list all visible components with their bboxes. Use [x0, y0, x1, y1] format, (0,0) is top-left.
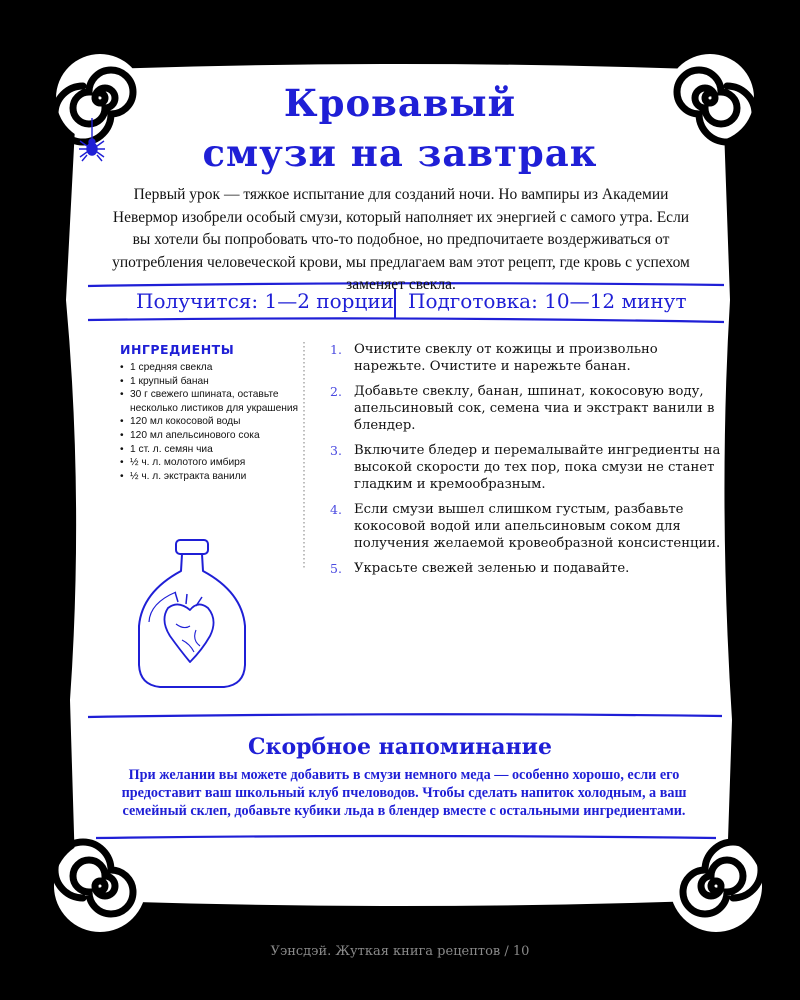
- recipe-intro: Первый урок — тяжкое испытание для созданий ночи. Но вампиры из Академии Невермор изобрели особый смузи, который наполняет их энергией с самого утра. Если вы хотели бы попробовать что-то подобное, но предпочитаете воздерживаться от употребления человеческой крови, мы предлагаем вам этот рецепт, где кровь с успехом заменяет свекла.: [112, 186, 690, 293]
- spiral-scroll-icon: [670, 840, 762, 932]
- page-footer: Уэнсдэй. Жуткая книга рецептов / 10: [270, 944, 530, 959]
- step-item: [330, 560, 725, 577]
- ingredients-list: [116, 361, 316, 483]
- step-text: Очистите свеклу от кожицы и произвольно нарежьте. Очистите и нарежьте банан.: [354, 342, 658, 374]
- ingredient-item: • 1 ст. л. семян чиа: [120, 443, 316, 457]
- ingredients-section: [116, 342, 316, 483]
- ingredient-item: • 1 крупный банан: [120, 375, 316, 389]
- step-text: Украсьте свежей зеленью и подавайте.: [354, 561, 630, 576]
- step-number: 2.: [330, 384, 342, 399]
- step-text: Добавьте свеклу, банан, шпинат, кокосовую воду, апельсиновый сок, семена чиа и экстракт ванили в блендер.: [354, 384, 715, 433]
- ingredient-item: • 120 мл кокосовой воды: [120, 415, 316, 429]
- ingredient-item: • 30 г свежего шпината, оставьте несколько листиков для украшения: [120, 388, 316, 415]
- recipe-title-line2: смузи на завтрак: [202, 131, 598, 175]
- ingredient-item: • 120 мл апельсинового сока: [120, 429, 316, 443]
- step-text: Включите бледер и перемалывайте ингредиенты на высокой скорости до тех пор, пока смузи не станет гладким и кремообразным.: [354, 443, 721, 492]
- step-item: [330, 442, 725, 493]
- ingredients-heading: ИНГРЕДИЕНТЫ: [120, 342, 235, 357]
- step-number: 3.: [330, 443, 342, 458]
- ingredient-item: • ½ ч. л. экстракта ванили: [120, 470, 316, 484]
- step-item: [330, 383, 725, 434]
- step-number: 4.: [330, 502, 342, 517]
- step-item: [330, 501, 725, 552]
- ingredient-item: • 1 средняя свекла: [120, 361, 316, 375]
- step-text: Если смузи вышел слишком густым, разбавьте кокосовой водой или апельсиновым соком для получения желаемой кровеобразной консистенции.: [354, 502, 721, 551]
- recipe-yield-bar: [88, 283, 724, 323]
- note-title: Скорбное напоминание: [248, 734, 552, 760]
- steps-list: [330, 341, 725, 585]
- step-number: 5.: [330, 561, 342, 576]
- ingredient-item: • ½ ч. л. молотого имбиря: [120, 456, 316, 470]
- step-number: 1.: [330, 342, 342, 357]
- prep-time: Подготовка: 10—12 минут: [408, 289, 687, 313]
- spiral-scroll-icon: [54, 840, 146, 932]
- recipe-title-line1: Кровавый: [283, 81, 517, 125]
- step-item: [330, 341, 725, 375]
- note-text: При желании вы можете добавить в смузи немного меда — особенно хорошо, если его предоставит ваш школьный клуб пчеловодов. Чтобы сделать напиток холодным, а ваш семейный склеп, добавьте кубики льда в блендер вместе с остальными ингредиентами.: [121, 767, 687, 819]
- servings: Получится: 1—2 порции: [136, 289, 394, 313]
